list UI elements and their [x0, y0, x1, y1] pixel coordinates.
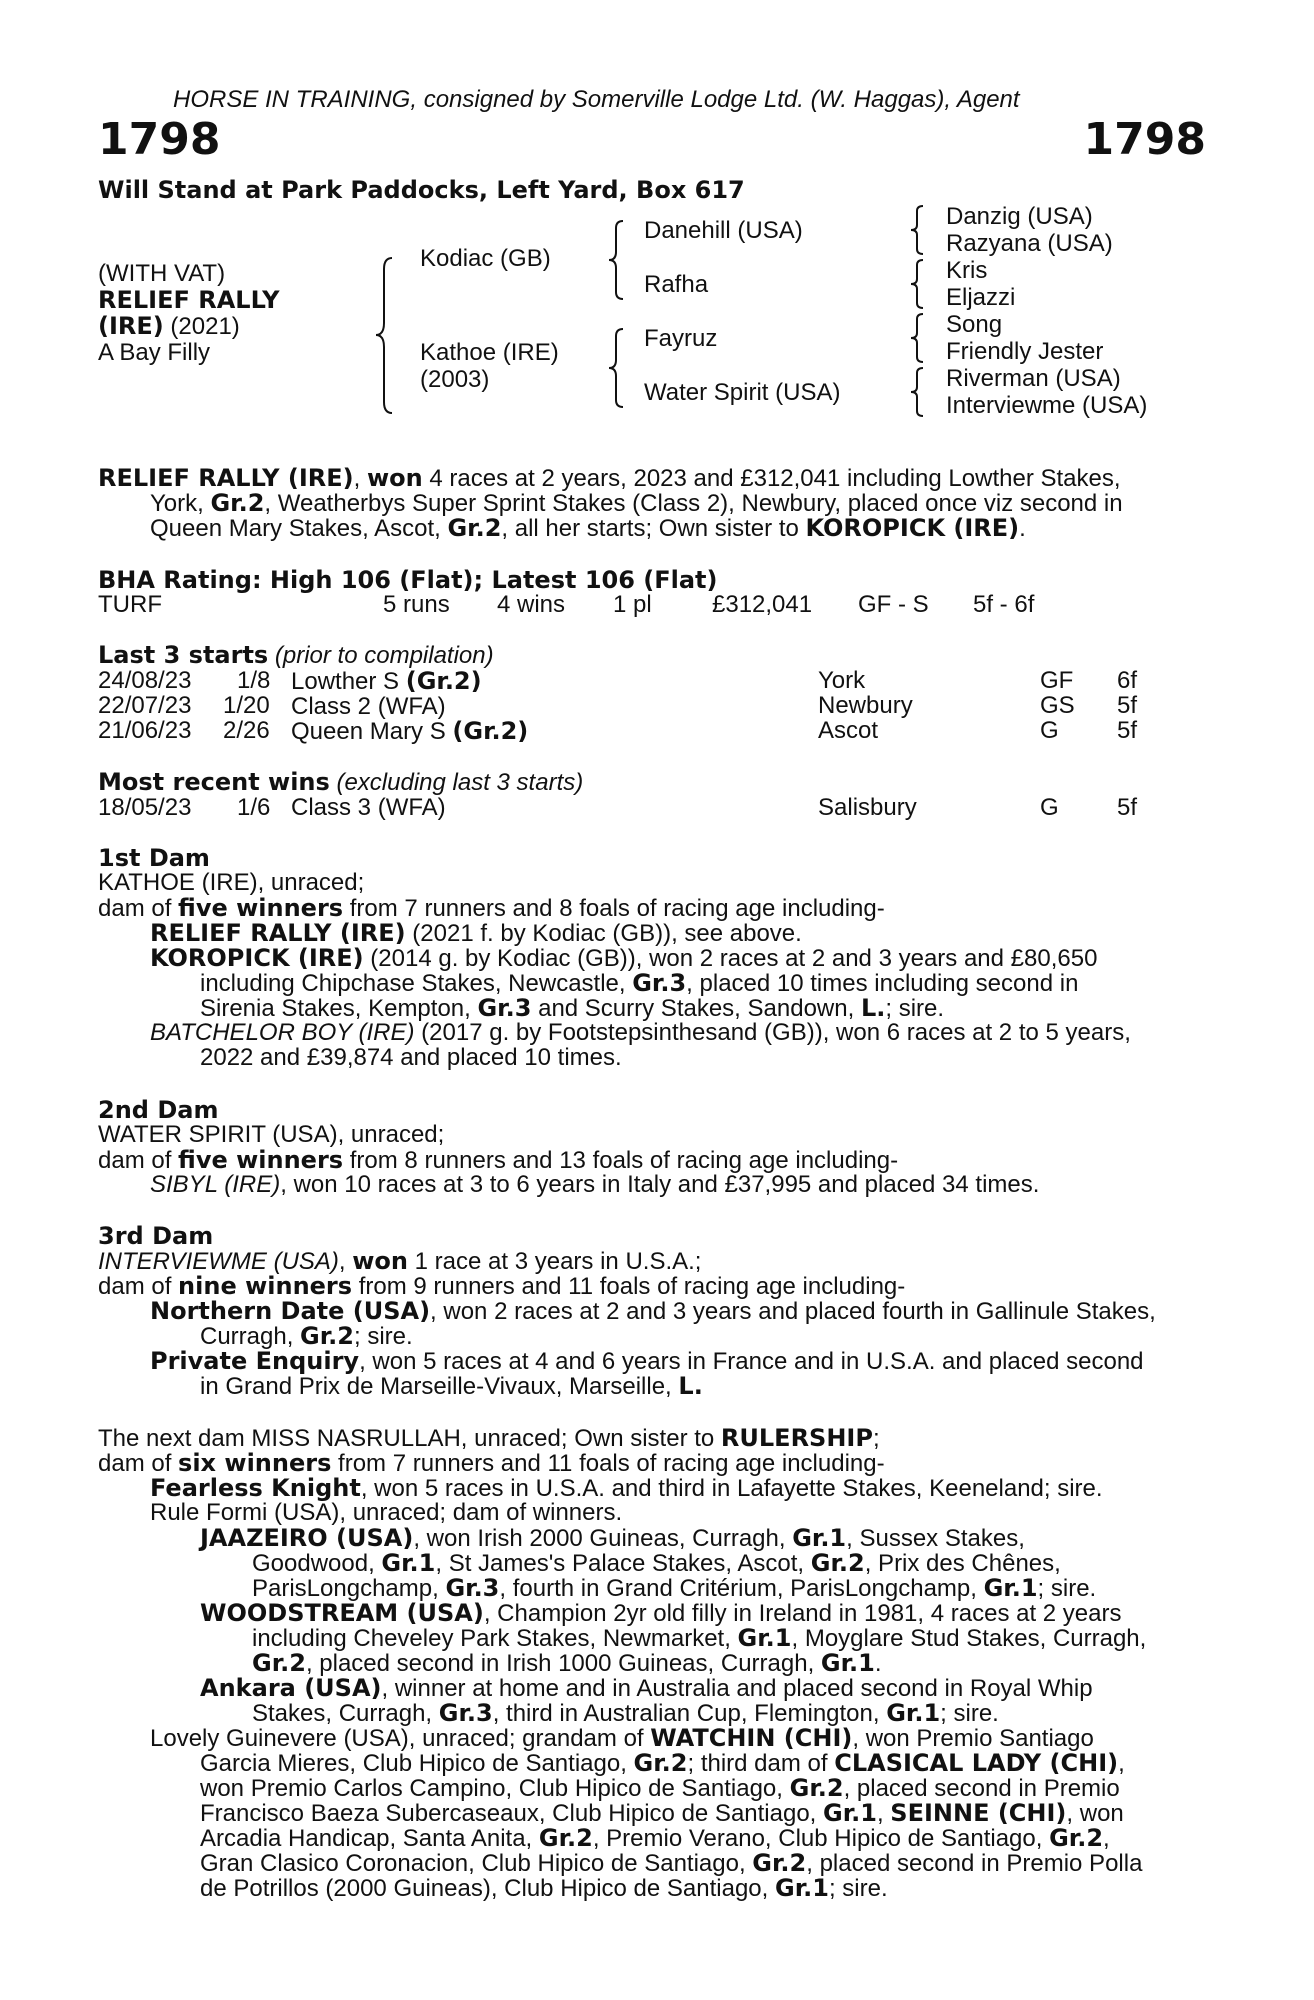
text: (2021 f. by Kodiac (GB)), see above. — [405, 920, 802, 947]
nextdam-line — [252, 1650, 882, 1677]
nextdam-line — [98, 1450, 885, 1477]
text: , won 5 races in U.S.A. and third in Lafayette Stakes, Keeneland; sire. — [360, 1475, 1103, 1502]
dd-sire: Riverman (USA) — [946, 365, 1121, 392]
text: Lovely Guinevere (USA), unraced; grandam of — [150, 1725, 651, 1752]
text: (2014 g. by Kodiac (GB)), won 2 races at 2 and 3 years and £80,650 — [363, 945, 1098, 972]
win-distance: 5f — [1117, 794, 1138, 821]
text: ; sire. — [828, 1875, 888, 1902]
progeny-name: BATCHELOR BOY (IRE) — [150, 1019, 415, 1046]
text: , won — [1066, 1800, 1124, 1827]
text: ; sire. — [353, 1323, 413, 1350]
progeny-name: SIBYL (IRE) — [150, 1171, 281, 1198]
bha-rating-title: BHA Rating: High 106 (Flat); Latest 106 (Flat) — [98, 566, 718, 594]
progeny-name: WATCHIN (CHI) — [650, 1724, 853, 1752]
summary-line-3 — [150, 515, 1026, 542]
text: from 7 runners and 8 foals of racing age including- — [343, 895, 885, 922]
start-position: 1/20 — [223, 692, 270, 719]
grade-label: Gr.1 — [823, 1799, 877, 1827]
pedigree-brace-ss — [907, 205, 927, 255]
dam1-line: 2022 and £39,874 and placed 10 times. — [200, 1044, 622, 1071]
nextdam-line — [200, 1875, 888, 1902]
grade-label: Gr.1 — [820, 1649, 875, 1677]
text: dam of — [98, 1450, 179, 1477]
dam1-title: 1st Dam — [98, 844, 210, 872]
text: ; sire. — [885, 995, 945, 1022]
dam1-line — [150, 945, 1097, 972]
start-going: G — [1040, 717, 1059, 744]
rating-wins: 4 wins — [497, 591, 566, 618]
text: Francisco Baeza Subercaseaux, Club Hipico de Santiago, — [200, 1800, 824, 1827]
start-distance: 5f — [1117, 692, 1138, 719]
ds-sire: Song — [946, 311, 1003, 338]
winners-count: five winners — [178, 894, 344, 922]
text: including Cheveley Park Stakes, Newmarket, — [252, 1625, 738, 1652]
race-grade: (Gr.2) — [405, 667, 482, 695]
start-position: 2/26 — [223, 717, 270, 744]
text: de Potrillos (2000 Guineas), Club Hipico de Santiago, — [200, 1875, 775, 1902]
progeny-name: KOROPICK (IRE) — [150, 944, 364, 972]
text: , fourth in Grand Critérium, ParisLongchamp, — [499, 1575, 984, 1602]
pedigree-brace-dam — [605, 328, 627, 408]
grade-label: Gr.1 — [886, 1699, 941, 1727]
sire-sire: Danehill (USA) — [644, 217, 803, 244]
text: , — [1118, 1750, 1125, 1777]
progeny-name: Ankara (USA) — [200, 1674, 382, 1702]
progeny-name: CLASICAL LADY (CHI) — [834, 1749, 1119, 1777]
start-distance: 6f — [1117, 667, 1138, 694]
dam2-line — [98, 1147, 898, 1174]
rating-runs: 5 runs — [383, 591, 450, 618]
last3-title: Last 3 starts — [98, 641, 269, 669]
last3-heading — [98, 642, 494, 669]
grade-label: Gr.1 — [775, 1874, 829, 1902]
pedigree-brace-dd — [907, 367, 927, 417]
text: Stakes, Curragh, — [252, 1700, 439, 1727]
text: ParisLongchamp, — [252, 1575, 446, 1602]
last3-note: (prior to compilation) — [268, 642, 494, 669]
race-name: Lowther S — [291, 668, 406, 695]
text: , placed second in Irish 1000 Guineas, Curragh, — [305, 1650, 821, 1677]
grade-label: Gr.1 — [381, 1549, 436, 1577]
start-race — [291, 718, 528, 745]
won-label: won — [352, 1247, 408, 1275]
nextdam-line — [200, 1525, 1025, 1552]
grade-label: Gr.2 — [252, 1649, 306, 1677]
summary-text: , — [353, 465, 367, 492]
race-name: Queen Mary S — [291, 718, 453, 745]
nextdam-line — [150, 1725, 1094, 1752]
dam1-line — [150, 1020, 1131, 1046]
horse-name-country-year — [98, 313, 240, 340]
sd-sire: Kris — [946, 257, 988, 284]
grade-label: Gr.1 — [983, 1574, 1038, 1602]
summary-text: Queen Mary Stakes, Ascot, — [150, 515, 448, 542]
rating-surface: TURF — [98, 591, 162, 618]
text: , — [1103, 1825, 1110, 1852]
start-going: GF — [1040, 667, 1074, 694]
dam-year: (2003) — [420, 366, 490, 393]
grade-label: Gr.2 — [300, 1322, 354, 1350]
grade-label: L. — [678, 1372, 703, 1400]
dam-dam: Water Spirit (USA) — [644, 379, 841, 406]
nextdam-line — [150, 1475, 1103, 1502]
summary-text: , Weatherbys Super Sprint Stakes (Class 2), Newbury, placed once viz second in — [264, 490, 1123, 517]
horse-description: A Bay Filly — [98, 339, 211, 366]
text: , placed 10 times including second in — [686, 970, 1079, 997]
win-date: 18/05/23 — [98, 794, 192, 821]
dam3-title: 3rd Dam — [98, 1222, 214, 1250]
grade-label: Gr.1 — [737, 1624, 792, 1652]
start-distance: 5f — [1117, 717, 1138, 744]
grade-label: L. — [860, 994, 886, 1022]
grade-label: Gr.2 — [538, 1824, 593, 1852]
dam1-line — [150, 920, 802, 947]
grade-label: Gr.3 — [438, 1699, 493, 1727]
grade-label: Gr.2 — [633, 1749, 688, 1777]
consignor-line: HORSE IN TRAINING, consigned by Somerville Lodge Ltd. (W. Haggas), Agent — [173, 86, 1020, 113]
text: Sirenia Stakes, Kempton, — [200, 995, 478, 1022]
text: ; sire. — [1037, 1575, 1097, 1602]
text: , won 2 races at 2 and 3 years and placed fourth in Gallinule Stakes, — [430, 1298, 1156, 1325]
dam3-line — [150, 1348, 1144, 1375]
nextdam-line: Rule Formi (USA), unraced; dam of winners. — [150, 1499, 623, 1526]
nextdam-line — [98, 1425, 880, 1452]
win-going: G — [1040, 794, 1059, 821]
summary-text: 4 races at 2 years, 2023 and £312,041 including Lowther Stakes, — [422, 465, 1121, 492]
text: from 7 runners and 11 foals of racing age including- — [331, 1450, 885, 1477]
start-date: 21/06/23 — [98, 717, 192, 744]
nextdam-line — [200, 1600, 1122, 1627]
dam3-line — [98, 1273, 905, 1300]
horse-name: RELIEF RALLY — [98, 286, 280, 314]
start-course: Newbury — [818, 692, 913, 719]
summary-line-1 — [98, 465, 1121, 492]
dd-dam: Interviewme (USA) — [946, 392, 1148, 419]
start-going: GS — [1040, 692, 1075, 719]
text: ; — [872, 1425, 880, 1452]
text: dam of — [98, 895, 179, 922]
race-grade: (Gr.2) — [452, 717, 529, 745]
grade-label: Gr.2 — [810, 1549, 865, 1577]
start-position: 1/8 — [237, 667, 271, 694]
winners-count: six winners — [178, 1449, 332, 1477]
grade-label: Gr.2 — [210, 489, 265, 517]
rating-earnings: £312,041 — [712, 591, 813, 618]
pedigree-brace-ds — [907, 313, 927, 363]
sibling-name: RULERSHIP — [720, 1424, 873, 1452]
win-course: Salisbury — [818, 794, 917, 821]
winners-count: five winners — [178, 1146, 344, 1174]
rating-going: GF - S — [858, 591, 929, 618]
grade-label: Gr.3 — [632, 969, 687, 997]
lot-number-right: 1798 — [1083, 114, 1206, 165]
win-position: 1/6 — [237, 794, 271, 821]
start-date: 22/07/23 — [98, 692, 192, 719]
start-date: 24/08/23 — [98, 667, 192, 694]
dam2-line — [150, 1172, 1039, 1198]
dam3-line — [98, 1248, 701, 1275]
summary-text: York, — [150, 490, 211, 517]
rating-distance: 5f - 6f — [973, 591, 1035, 618]
vat-note: (WITH VAT) — [98, 260, 226, 287]
summary-text: , all her starts; Own sister to — [501, 515, 806, 542]
nextdam-line — [252, 1700, 999, 1727]
text: , won 5 races at 4 and 6 years in France and in U.S.A. and placed second — [359, 1348, 1144, 1375]
pedigree-brace-sd — [907, 259, 927, 309]
text: , Moyglare Stud Stakes, Curragh, — [791, 1625, 1147, 1652]
grade-label: Gr.2 — [447, 514, 502, 542]
recent-title: Most recent wins — [98, 768, 330, 796]
text: , St James's Palace Stakes, Ascot, — [435, 1550, 811, 1577]
progeny-name: SEINNE (CHI) — [890, 1799, 1067, 1827]
nextdam-line — [200, 1850, 1142, 1877]
text: The next dam MISS NASRULLAH, unraced; Own sister to — [98, 1425, 721, 1452]
start-race — [291, 693, 446, 720]
nextdam-line — [200, 1750, 1125, 1777]
dam1-line — [200, 970, 1078, 997]
text: , Premio Verano, Club Hipico de Santiago, — [592, 1825, 1050, 1852]
nextdam-line — [200, 1675, 1093, 1702]
text: won Premio Carlos Campino, Club Hipico de Santiago, — [200, 1775, 790, 1802]
text: (2017 g. by Footstepsinthesand (GB)), won 6 races at 2 to 5 years, — [414, 1019, 1131, 1046]
text: , winner at home and in Australia and placed second in Royal Whip — [381, 1675, 1093, 1702]
dam3-line — [200, 1373, 703, 1400]
ds-dam: Friendly Jester — [946, 338, 1104, 365]
text: from 9 runners and 11 foals of racing age including- — [352, 1273, 906, 1300]
sire: Kodiac (GB) — [420, 245, 551, 272]
text: . — [874, 1650, 882, 1677]
stand-location: Will Stand at Park Paddocks, Left Yard, Box 617 — [98, 176, 745, 204]
progeny-name: WOODSTREAM (USA) — [200, 1599, 484, 1627]
text: Curragh, — [200, 1323, 301, 1350]
dam1-line: KATHOE (IRE), unraced; — [98, 869, 365, 896]
dam3-line — [200, 1323, 413, 1350]
pedigree-brace-main — [372, 257, 396, 414]
horse-year: (2021) — [163, 313, 240, 340]
text: ; third dam of — [687, 1750, 835, 1777]
recent-note: (excluding last 3 starts) — [329, 769, 584, 796]
grade-label: Gr.3 — [445, 1574, 500, 1602]
race-name: Class 2 (WFA) — [291, 693, 446, 720]
text: and Scurry Stakes, Sandown, — [531, 995, 861, 1022]
grade-label: Gr.2 — [1049, 1824, 1104, 1852]
text: Garcia Mieres, Club Hipico de Santiago, — [200, 1750, 634, 1777]
sire-dam: Rafha — [644, 271, 709, 298]
progeny-name: RELIEF RALLY (IRE) — [150, 919, 406, 947]
grade-label: Gr.1 — [792, 1524, 847, 1552]
progeny-name: Northern Date (USA) — [150, 1297, 431, 1325]
text: including Chipchase Stakes, Newcastle, — [200, 970, 633, 997]
grade-label: Gr.3 — [477, 994, 532, 1022]
nextdam-line — [252, 1550, 1061, 1577]
summary-horse-name: RELIEF RALLY (IRE) — [98, 464, 354, 492]
text: , won 10 races at 3 to 6 years in Italy and £37,995 and placed 34 times. — [280, 1171, 1040, 1198]
text: in Grand Prix de Marseille-Vivaux, Marseille, — [200, 1373, 679, 1400]
text: , placed second in Premio Polla — [806, 1850, 1143, 1877]
progeny-name: Private Enquiry — [150, 1347, 360, 1375]
text: , Prix des Chênes, — [864, 1550, 1061, 1577]
recent-heading — [98, 769, 583, 796]
start-course: York — [818, 667, 866, 694]
text: 1 race at 3 years in U.S.A.; — [408, 1248, 702, 1275]
text: , — [876, 1800, 891, 1827]
progeny-name: Fearless Knight — [150, 1474, 361, 1502]
dam3-line — [150, 1298, 1156, 1325]
sd-dam: Eljazzi — [946, 284, 1016, 311]
ss-sire: Danzig (USA) — [946, 203, 1093, 230]
summary-won: won — [366, 464, 423, 492]
text: , Champion 2yr old filly in Ireland in 1981, 4 races at 2 years — [483, 1600, 1122, 1627]
text: Goodwood, — [252, 1550, 382, 1577]
winners-count: nine winners — [178, 1272, 353, 1300]
grade-label: Gr.2 — [789, 1774, 844, 1802]
text: , placed second in Premio — [843, 1775, 1120, 1802]
nextdam-line — [252, 1575, 1096, 1602]
dam: Kathoe (IRE) — [420, 339, 559, 366]
text: from 8 runners and 13 foals of racing age including- — [343, 1147, 899, 1174]
nextdam-line — [200, 1825, 1110, 1852]
text: Gran Clasico Coronacion, Club Hipico de Santiago, — [200, 1850, 753, 1877]
text: Arcadia Handicap, Santa Anita, — [200, 1825, 539, 1852]
lot-number-left: 1798 — [98, 114, 221, 165]
win-race: Class 3 (WFA) — [291, 794, 446, 821]
text: , third in Australian Cup, Flemington, — [492, 1700, 887, 1727]
start-course: Ascot — [818, 717, 879, 744]
text: ; sire. — [940, 1700, 999, 1727]
dam1-line — [200, 995, 944, 1022]
dam2-title: 2nd Dam — [98, 1096, 219, 1124]
dam2-line: WATER SPIRIT (USA), unraced; — [98, 1121, 445, 1148]
rating-placed: 1 pl — [613, 591, 652, 618]
start-race — [291, 668, 482, 695]
ss-dam: Razyana (USA) — [946, 230, 1113, 257]
dam-sire: Fayruz — [644, 325, 718, 352]
grade-label: Gr.2 — [752, 1849, 807, 1877]
dam-name: INTERVIEWME (USA) — [98, 1248, 339, 1275]
text: , won Irish 2000 Guineas, Curragh, — [413, 1525, 793, 1552]
dam1-line — [98, 895, 885, 922]
nextdam-line — [200, 1775, 1120, 1802]
sibling-name: KOROPICK (IRE) — [805, 514, 1020, 542]
horse-country: (IRE) — [98, 312, 164, 340]
nextdam-line — [200, 1800, 1124, 1827]
summary-text: . — [1019, 515, 1026, 542]
text: , — [338, 1248, 353, 1275]
progeny-name: JAAZEIRO (USA) — [200, 1524, 414, 1552]
text: , won Premio Santiago — [852, 1725, 1094, 1752]
nextdam-line — [252, 1625, 1146, 1652]
text: , Sussex Stakes, — [846, 1525, 1025, 1552]
pedigree-brace-sire — [605, 220, 627, 300]
text: dam of — [98, 1147, 179, 1174]
summary-line-2 — [150, 490, 1123, 517]
text: dam of — [98, 1273, 179, 1300]
